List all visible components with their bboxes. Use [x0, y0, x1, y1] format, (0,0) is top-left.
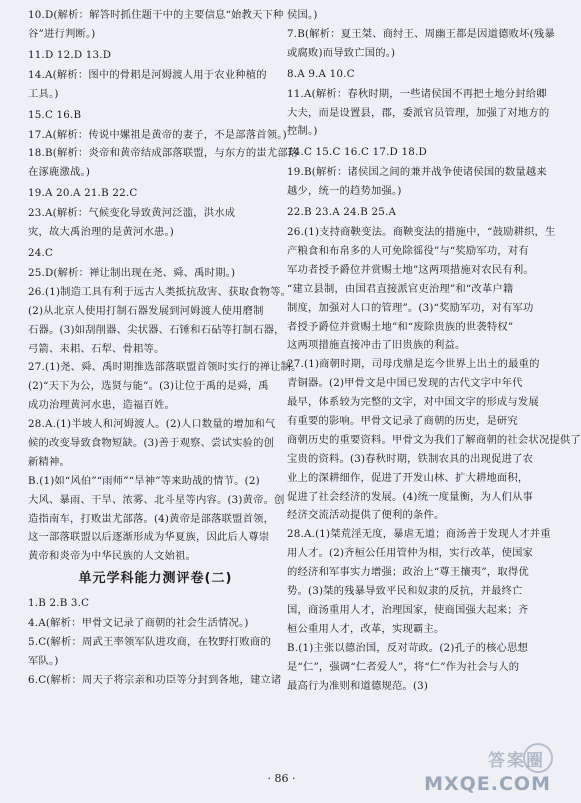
section-heading: 单元学科能力测评卷(二)	[78, 571, 233, 587]
answer-line: 27.(1)商朝时期，司母戊鼎是迄今世界上出土的最重的	[287, 358, 540, 371]
answer-line: 新精神。	[28, 455, 70, 468]
answer-line: 8.A 9.A 10.C	[287, 67, 355, 80]
answer-line: 4.A(解析：甲骨文记录了商朝的社会生活情况。)	[28, 617, 249, 630]
answer-line: 的经济和军事实力增强；政治上“尊王攘夷”，取得优	[287, 566, 529, 579]
answer-line: 用人才。(2)齐桓公任用管仲为相，实行改革，使国家	[287, 547, 534, 560]
answer-line: 5.C(解析：周武王率领军队进攻商，在牧野打败商的	[28, 636, 271, 649]
answer-line: 控制。)	[287, 125, 318, 138]
answer-line: 国，商汤重用人才，治理国家，使商国强大起来；齐	[287, 603, 529, 616]
answer-line: 成功治理黄河水患，造福百姓。	[28, 399, 175, 412]
answer-line: 商朝历史的重要资料。甲骨文为我们了解商朝的社会状况提供了	[287, 433, 581, 446]
answer-line: 或腐败)而导致亡国的。)	[287, 46, 396, 59]
answer-line: 24.C	[28, 247, 54, 260]
answer-line: 10.D(解析：解答时抓住题干中的主要信息“始教天下种	[28, 9, 284, 21]
watermark-domain: MXQE.COM	[424, 773, 551, 795]
answer-line: 19.B(解析：诸侯国之间的兼并战争使诸侯国的数量越来	[287, 166, 547, 179]
answer-line: 这两项措施直接冲击了旧贵族的利益。	[287, 339, 466, 352]
answer-line: 谷”进行判断。)	[28, 27, 96, 40]
answer-line: 业上的深耕细作，促进了开发山林、扩大耕地面积，	[287, 471, 529, 484]
answer-line: 27.(1)尧、舜、禹时期推选部落联盟首领时实行的禅让制。	[28, 361, 302, 374]
answer-line: 最早，体系较为完整的文字，对中国文字的形成与发展	[287, 396, 539, 409]
answer-line: 大风、暴雨、干旱、浓雾、北斗星等内容。(3)黄帝。创	[28, 493, 285, 506]
answer-line: 经济交流活动提供了便利的条件。	[287, 509, 445, 522]
answer-line: 越少，统一的趋势加强。)	[287, 185, 402, 198]
answer-line: 14.C 15.C 16.C 17.D 18.D	[287, 146, 427, 159]
answer-line: 1.B 2.B 3.C	[28, 597, 90, 610]
watermark-logo	[424, 745, 555, 797]
answer-line: 19.A 20.A 21.B 22.C	[28, 187, 138, 200]
answer-line: 有重要的影响。甲骨文记录了商朝的历史，是研究	[287, 415, 518, 428]
answer-line: 者授予爵位并赏赐土地”和“废除贵族的世袭特权”	[287, 320, 514, 333]
answer-line: 是“仁”，强调“仁者爱人”，将“仁”作为社会与人的	[287, 660, 520, 673]
answer-line: 势。(3)桀的残暴导致平民和奴隶的反抗，并最终亡	[287, 585, 523, 598]
answer-line: 产粮食和布帛多的人可免除徭役”与“奖励军功，对有	[287, 245, 529, 258]
answer-line: B.(1)如“风伯”“雨师”“旱神”等来助战的情节。(2)	[28, 474, 260, 487]
answer-line: B.(1)主张以德治国，反对苛政。(2)孔子的核心思想	[287, 641, 529, 654]
answer-line: (2)从北京人使用打制石器发展到河姆渡人使用磨制	[28, 304, 264, 317]
answer-line: 弓箭、耒耜、石犁、骨耜等。	[28, 342, 165, 355]
answer-line: 22.B 23.A 24.B 25.A	[287, 206, 397, 219]
answer-line: 6.C(解析：周天子将宗亲和功臣等分封到各地，建立诸	[28, 673, 282, 686]
answer-line: 23.A(解析：气候变化导致黄河泛滥，洪水成	[28, 207, 236, 220]
answer-line: 17.A(解析：传说中嫘祖是黄帝的妻子，不是部落首领。)	[28, 128, 287, 141]
answer-line: 大夫，而是设置县，郡，委派官员管理，加强了对地方的	[287, 106, 550, 119]
answer-line: 28.A.(1)半坡人和河姆渡人。(2)人口数量的增加和气	[28, 418, 276, 431]
answer-line: 宝贵的资料。(3)春秋时期，铁制农具的出现促进了农	[287, 452, 534, 465]
answer-line: 黄帝和炎帝为中华民族的人文始祖。	[28, 550, 196, 563]
answer-line: (2)“天下为公，选贤与能”。(3)让位于禹的是舜，禹	[28, 380, 269, 393]
answer-line: 军队。)	[28, 655, 59, 668]
answer-line: 工具。)	[28, 87, 59, 100]
answer-line: 26.(1)制造工具有利于远古人类抵抗敌害、获取食物等。	[28, 285, 292, 298]
right-column	[287, 6, 581, 695]
answer-line: 造指南车，打败蚩尤部落。(4)黄帝是部落联盟首领，	[28, 512, 275, 525]
answer-line: 青铜器。(2)甲骨文是中国已发现的古代文字中年代	[287, 377, 523, 390]
answer-line: 这一部落联盟以后逐渐形成为华夏族，因此后人尊崇	[28, 531, 270, 544]
left-column	[28, 6, 302, 690]
answer-line: 最高行为准则和道德规范。(3)	[287, 679, 429, 692]
answer-line: 14.A(解析：图中的骨耜是河姆渡人用于农业种植的	[28, 68, 267, 81]
page-number: · 86 ·	[267, 772, 296, 785]
answer-line: 在涿鹿激战。)	[28, 166, 91, 179]
answer-line: 石器。(3)如刮削器、尖状器、石锤和石砧等打制石器，	[28, 323, 285, 336]
answer-line: 7.B(解析：夏王桀、商纣王、周幽王都是因道德败坏(残暴	[287, 27, 555, 40]
answer-line: 侯国。)	[287, 9, 318, 21]
answer-line: 28.A.(1)桀荒淫无度，暴虐无道；商汤善于发现人才并重	[287, 528, 551, 541]
answer-line: 桓公重用人才，改革，实现霸主。	[287, 622, 445, 635]
answer-line: 11.A(解析：春秋时期，一些诸侯国不再把土地分封给卿	[287, 87, 547, 100]
watermark-upper-text: 答案圈	[488, 751, 545, 771]
answer-line: 促进了社会经济的发展。(4)统一度量衡，为人们从事	[287, 490, 534, 503]
answer-line: 11.D 12.D 13.D	[28, 48, 112, 61]
answer-line: 制度，加强对人口的管理”。(3)“奖励军功，对有军功	[287, 301, 534, 314]
answer-line: 候的改变导致食物短缺。(3)善于观察、尝试实验的创	[28, 437, 275, 450]
answer-line: 灾，故大禹治理的是黄河水患。)	[28, 226, 175, 239]
answer-line: 军功者授予爵位并赏赐土地”这两项措施对农民有利。	[287, 263, 534, 276]
answer-line: 25.D(解析：禅让制出现在尧、舜、禹时期。)	[28, 267, 236, 280]
answer-line: 18.B(解析：炎帝和黄帝结成部落联盟，与东方的蚩尤部落	[28, 147, 299, 160]
answer-line: 15.C 16.B	[28, 108, 82, 121]
answer-line: 26.(1)支持商鞅变法。商鞅变法的措施中，“鼓励耕织，生	[287, 226, 556, 239]
answer-line: “建立县制，由国君直接派官吏治理”和“改革户籍	[287, 282, 514, 295]
